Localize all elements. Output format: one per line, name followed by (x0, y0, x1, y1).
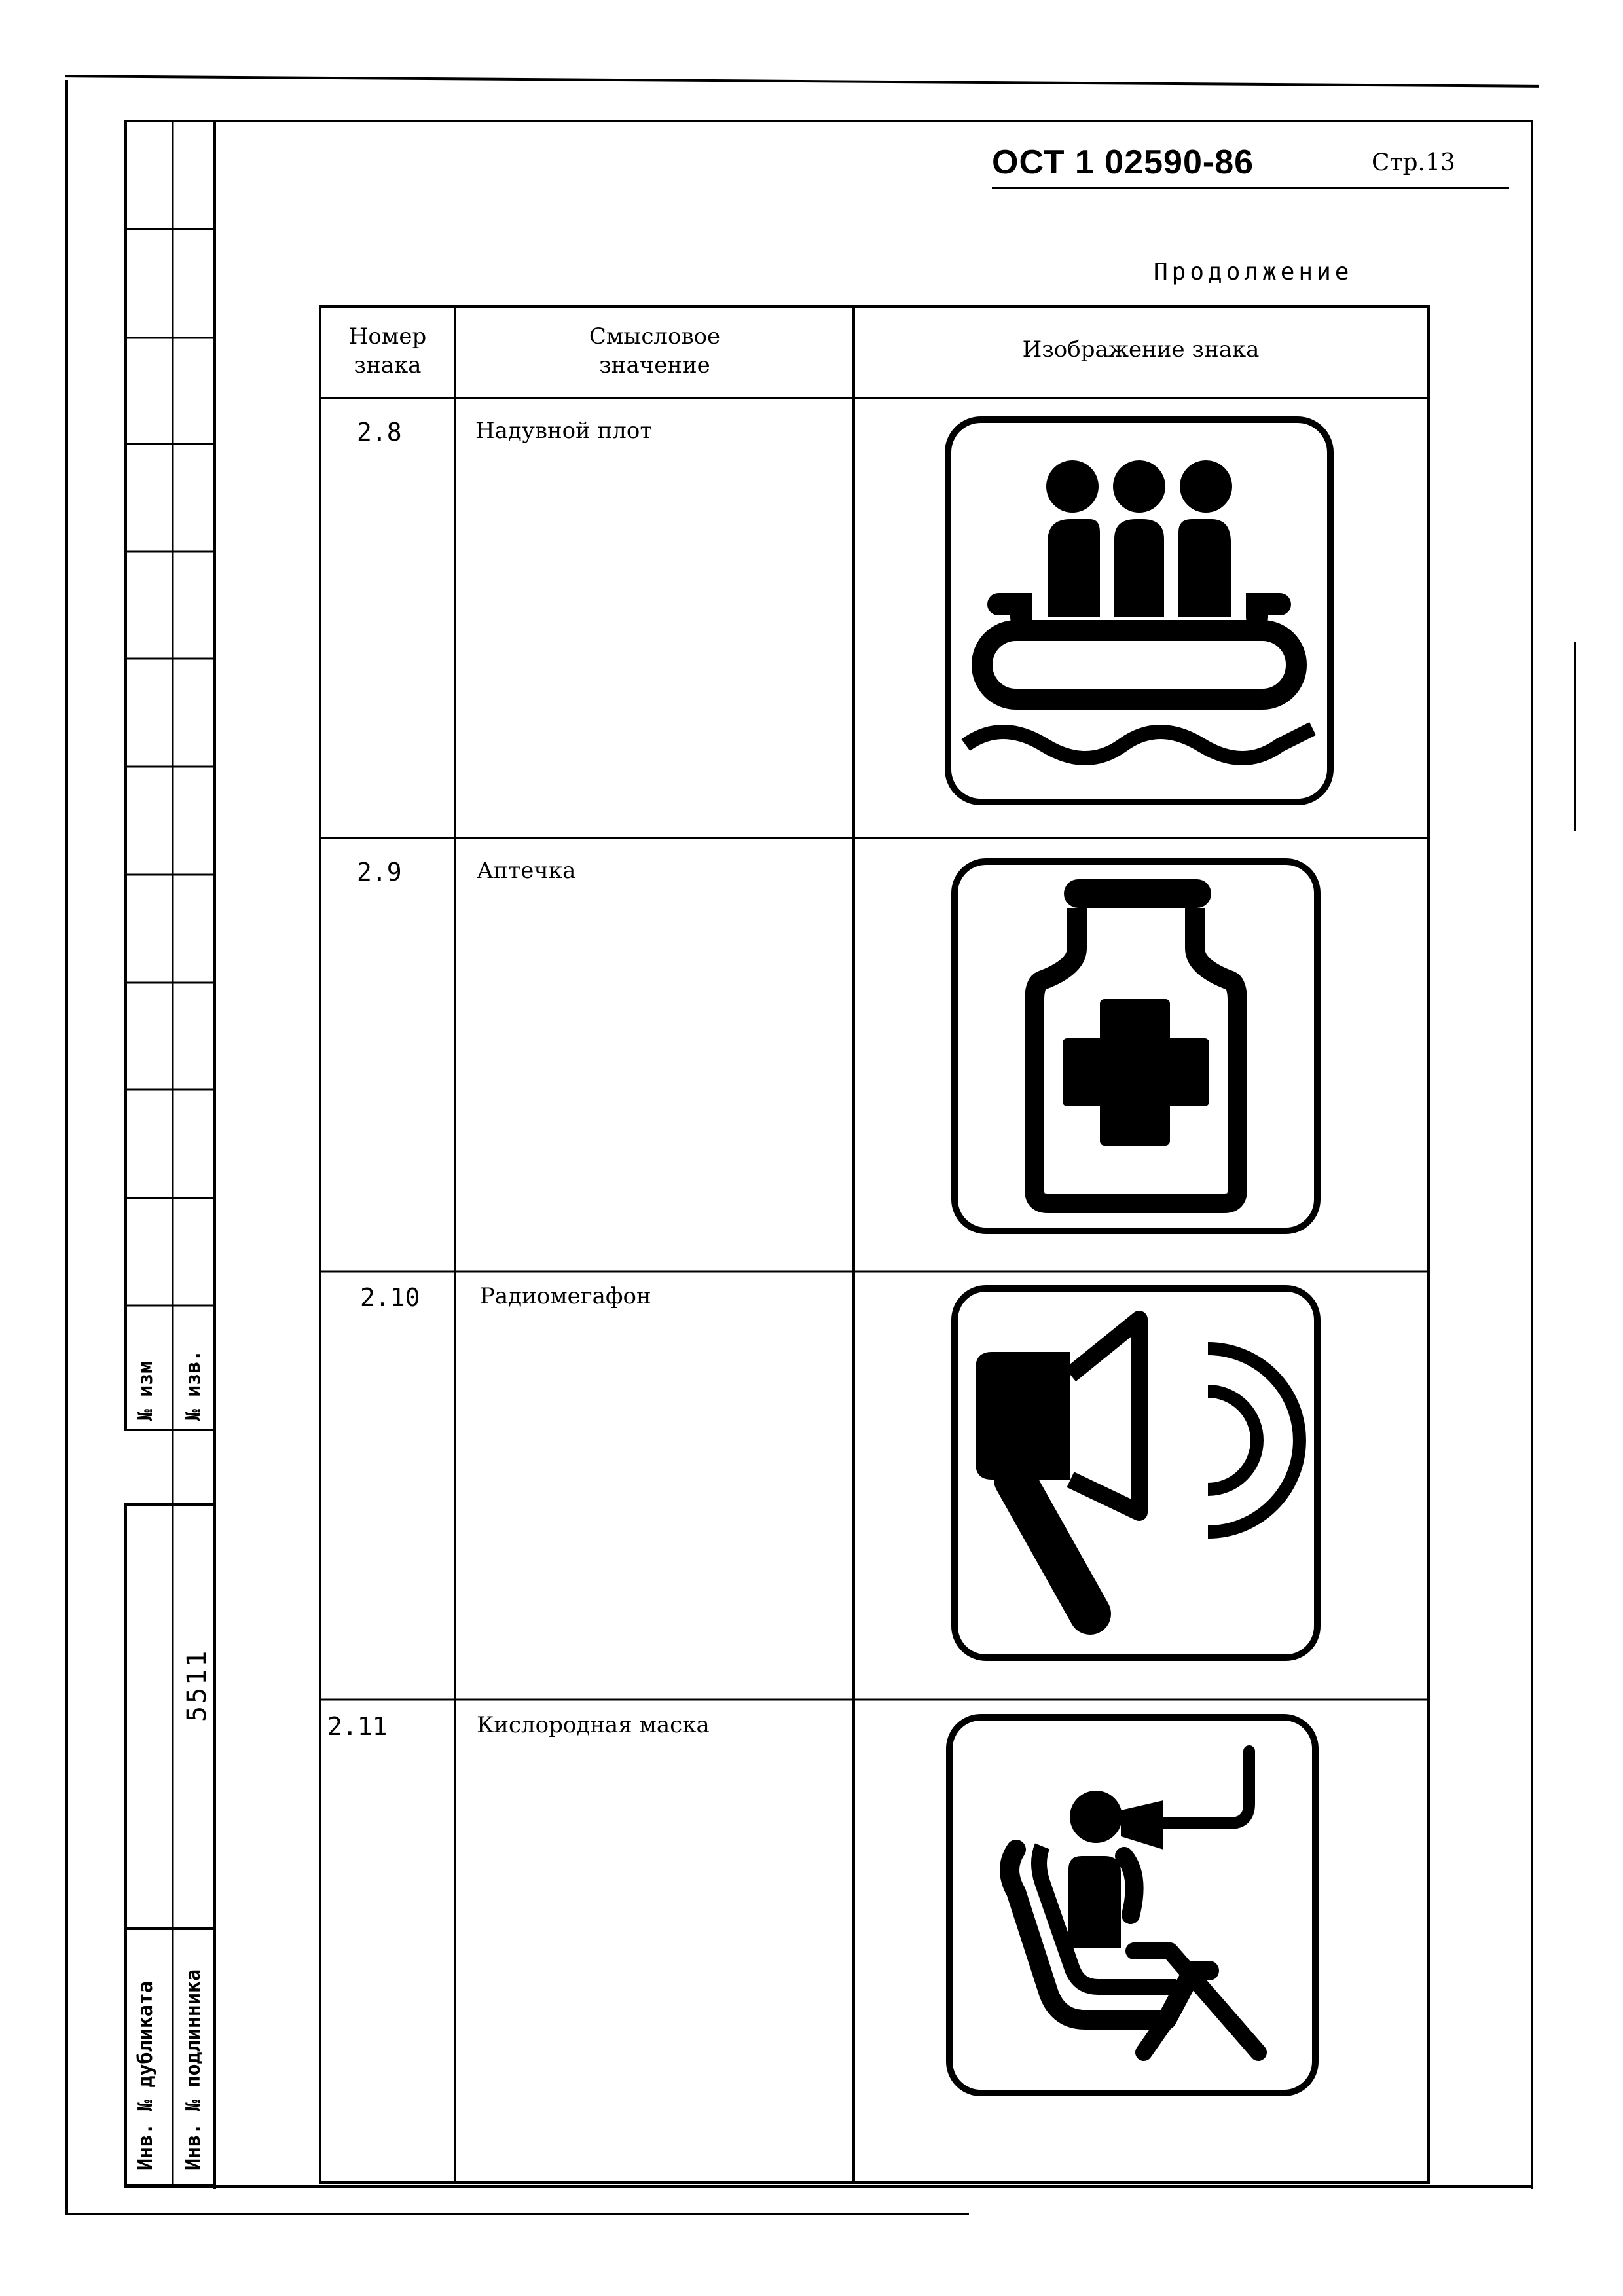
header-underline (992, 187, 1509, 189)
stamp-original-inv-value: 5511 (182, 1648, 212, 1722)
sign-number: 2.9 (357, 858, 402, 886)
frame-bottom (65, 2213, 969, 2215)
sign-number: 2.11 (327, 1712, 388, 1741)
sign-meaning: Кислородная маска (477, 1712, 710, 1738)
frame-top (65, 75, 1539, 88)
sign-meaning: Надувной плот (475, 418, 653, 444)
column-header-meaning-line1: Смысловое (589, 323, 721, 350)
inner-frame-top (124, 120, 1533, 122)
margin-right-mark (1574, 642, 1576, 831)
stamp-grid (124, 122, 216, 2187)
page-number: Стр.13 (1372, 149, 1455, 176)
stamp-duplicate-inv: Инв. № дубликата (134, 1981, 157, 2170)
sign-meaning: Аптечка (477, 858, 576, 884)
inner-frame-bottom (124, 2185, 1533, 2188)
column-header-image: Изображение знака (1022, 337, 1260, 363)
stamp-notice-no: № изв. (182, 1349, 205, 1421)
sign-number: 2.10 (360, 1283, 420, 1312)
continuation-label: Продолжение (1154, 259, 1353, 285)
column-header-meaning-line2: значение (599, 352, 710, 378)
column-header-number (322, 322, 453, 380)
sign-number: 2.8 (357, 418, 402, 446)
inner-frame-right (1531, 120, 1533, 2189)
stamp-original-inv: Инв. № подлинника (182, 1969, 205, 2170)
megaphone-icon (949, 1283, 1322, 1663)
column-header-meaning (458, 322, 851, 380)
oxygen-mask-icon (944, 1712, 1321, 2098)
column-header-number-line2: знака (354, 352, 422, 378)
inflatable-raft-icon (943, 414, 1336, 807)
document-code: ОСТ 1 02590-86 (992, 143, 1254, 181)
column-header-number-line1: Номер (348, 323, 427, 350)
first-aid-kit-icon (949, 856, 1322, 1236)
stamp-change-no: № изм (134, 1361, 157, 1421)
sign-meaning: Радиомегафон (480, 1283, 651, 1309)
frame-left (65, 80, 68, 2215)
